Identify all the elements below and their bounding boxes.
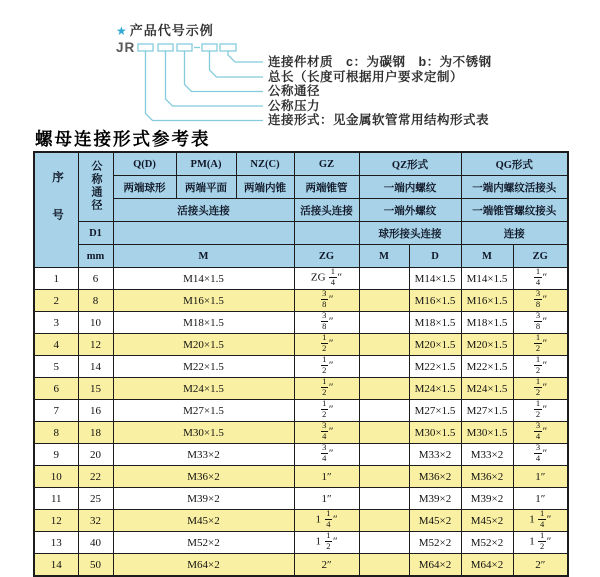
table-cell: M45×2 xyxy=(113,510,294,532)
fraction: $\frac{3}{4}$ xyxy=(535,443,541,464)
table-cell: M16×1.5 xyxy=(409,290,461,312)
table-cell: 6 xyxy=(78,268,113,290)
col-header-dn xyxy=(78,152,113,222)
table-cell: M18×1.5 xyxy=(113,312,294,334)
code-box-4 xyxy=(202,44,217,51)
col-header-qz: QZ形式 xyxy=(359,152,461,176)
fraction: $\frac{3}{8}$ xyxy=(322,311,327,332)
table-row xyxy=(34,356,568,378)
table-cell: 14 xyxy=(78,356,113,378)
table-cell: $\frac{1}{2}$ ″ xyxy=(513,356,568,378)
fraction: $\frac{1}{2}$ xyxy=(535,355,541,376)
table-cell: $\frac{3}{4}$ ″ xyxy=(294,422,359,444)
table-cell: M52×2 xyxy=(409,532,461,554)
table-cell: 1 $\frac{1}{4}$ ″ xyxy=(513,510,568,532)
table-cell: 2 xyxy=(34,290,78,312)
table-cell: M30×1.5 xyxy=(409,422,461,444)
table-cell: M16×1.5 xyxy=(461,290,513,312)
connector-line-2 xyxy=(166,51,264,106)
col-header-q: Q(D) xyxy=(113,152,176,176)
table-cell: ZG $\frac{1}{4}$ ″ xyxy=(294,268,359,290)
table-cell xyxy=(359,356,409,378)
unit-header-zg-gz: ZG xyxy=(294,245,359,268)
fraction: $\frac{3}{4}$ xyxy=(322,421,327,442)
table-cell: M14×1.5 xyxy=(409,268,461,290)
table-cell: M45×2 xyxy=(409,510,461,532)
table-row xyxy=(34,334,568,356)
unit-header-m-qg: M xyxy=(461,245,513,268)
table-cell: 8 xyxy=(78,290,113,312)
table-header xyxy=(34,152,568,268)
col-header-seq xyxy=(34,152,78,268)
table-cell: M20×1.5 xyxy=(409,334,461,356)
table-row xyxy=(34,268,568,290)
subheader-union-conn: 活接头连接 xyxy=(113,199,294,222)
table-cell: 1 $\frac{1}{4}$ ″ xyxy=(294,510,359,532)
table-cell: M14×1.5 xyxy=(461,268,513,290)
table-cell: M36×2 xyxy=(113,466,294,488)
code-label-length: 总长（长度可根据用户要求定制） xyxy=(268,70,464,84)
table-cell: M27×1.5 xyxy=(409,400,461,422)
table-cell: M22×1.5 xyxy=(113,356,294,378)
table-cell: 1″ xyxy=(294,488,359,510)
table-cell: M52×2 xyxy=(461,532,513,554)
table-cell: 12 xyxy=(78,334,113,356)
table-cell xyxy=(359,290,409,312)
subheader-gz: 两端锥管 xyxy=(294,176,359,199)
table-cell: $\frac{3}{8}$ ″ xyxy=(513,290,568,312)
table-cell: 32 xyxy=(78,510,113,532)
header-row-5 xyxy=(34,245,568,268)
fraction: $\frac{1}{2}$ xyxy=(322,377,327,398)
table-cell: 1″ xyxy=(294,466,359,488)
fraction: $\frac{1}{2}$ xyxy=(322,333,327,354)
table-cell: M24×1.5 xyxy=(461,378,513,400)
table-cell: M20×1.5 xyxy=(113,334,294,356)
table-cell: M64×2 xyxy=(113,554,294,577)
table-cell: $\frac{1}{2}$ ″ xyxy=(513,334,568,356)
unit-header-m-qz: M xyxy=(359,245,409,268)
nut-connection-table xyxy=(33,151,569,577)
table-cell: M64×2 xyxy=(461,554,513,577)
fraction: $\frac{1}{2}$ xyxy=(326,531,331,552)
table-cell: 15 xyxy=(78,378,113,400)
table-cell: $\frac{1}{2}$ ″ xyxy=(294,378,359,400)
table-cell: 1″ xyxy=(513,466,568,488)
table-row xyxy=(34,290,568,312)
table-row xyxy=(34,312,568,334)
fraction: $\frac{3}{8}$ xyxy=(322,289,327,310)
table-cell: $\frac{1}{2}$ ″ xyxy=(294,356,359,378)
table-cell: 5 xyxy=(34,356,78,378)
subheader-qz-1: 一端内螺纹 xyxy=(359,176,461,199)
table-cell xyxy=(359,532,409,554)
table-cell: M24×1.5 xyxy=(409,378,461,400)
table-cell: $\frac{3}{4}$ ″ xyxy=(513,444,568,466)
col-header-pm: PM(A) xyxy=(176,152,236,176)
code-box-3 xyxy=(177,44,192,51)
subheader-gz-conn: 活接头连接 xyxy=(294,199,359,222)
table-cell: 6 xyxy=(34,378,78,400)
table-row xyxy=(34,466,568,488)
table-cell: 18 xyxy=(78,422,113,444)
table-cell: 50 xyxy=(78,554,113,577)
table-cell xyxy=(359,334,409,356)
table-cell xyxy=(359,466,409,488)
diagram-heading-text: 产品代号示例 xyxy=(129,23,214,38)
table-cell: M14×1.5 xyxy=(113,268,294,290)
table-cell: $\frac{3}{4}$ ″ xyxy=(513,422,568,444)
table-cell: $\frac{3}{8}$ ″ xyxy=(513,312,568,334)
table-cell: M22×1.5 xyxy=(461,356,513,378)
table-cell: $\frac{1}{2}$ ″ xyxy=(294,400,359,422)
table-cell: $\frac{3}{8}$ ″ xyxy=(294,290,359,312)
table-cell: M64×2 xyxy=(409,554,461,577)
col-header-nz: NZ(C) xyxy=(236,152,294,176)
table-row xyxy=(34,554,568,577)
code-label-pressure: 公称压力 xyxy=(268,99,321,113)
table-cell: 7 xyxy=(34,400,78,422)
col-header-qg: QG形式 xyxy=(461,152,568,176)
table-cell: $\frac{1}{2}$ ″ xyxy=(513,400,568,422)
table-cell: 22 xyxy=(78,466,113,488)
table-cell: $\frac{3}{4}$ ″ xyxy=(294,444,359,466)
fraction: $\frac{1}{4}$ xyxy=(326,509,331,530)
table-cell: 40 xyxy=(78,532,113,554)
table-cell: 2″ xyxy=(513,554,568,577)
table-row xyxy=(34,422,568,444)
fraction: $\frac{1}{4}$ xyxy=(535,267,541,288)
diagram-heading xyxy=(116,20,214,39)
table-cell: 3 xyxy=(34,312,78,334)
unit-header-d-qz: D xyxy=(409,245,461,268)
fraction: $\frac{1}{2}$ xyxy=(539,531,545,552)
table-cell: M30×1.5 xyxy=(461,422,513,444)
table-cell: 16 xyxy=(78,400,113,422)
table-cell: M39×2 xyxy=(409,488,461,510)
code-box-1 xyxy=(138,44,153,51)
subheader-q: 两端球形 xyxy=(113,176,176,199)
table-cell: $\frac{3}{8}$ ″ xyxy=(294,312,359,334)
table-cell: M16×1.5 xyxy=(113,290,294,312)
subheader-pm: 两端平面 xyxy=(176,176,236,199)
header-row-4 xyxy=(34,222,568,245)
subheader-qz-2: 一端外螺纹 xyxy=(359,199,461,222)
table-cell xyxy=(359,488,409,510)
table-cell: M18×1.5 xyxy=(461,312,513,334)
code-label-connection: 连接形式：见金属软管常用结构形式表 xyxy=(268,113,490,127)
table-cell: M33×2 xyxy=(409,444,461,466)
subheader-blank-1 xyxy=(113,222,294,245)
table-cell: M20×1.5 xyxy=(461,334,513,356)
table-cell: 4 xyxy=(34,334,78,356)
table-cell: M39×2 xyxy=(461,488,513,510)
table-row xyxy=(34,488,568,510)
code-box-2 xyxy=(158,44,173,51)
table-cell: 1 $\frac{1}{2}$ ″ xyxy=(294,532,359,554)
table-cell: 10 xyxy=(34,466,78,488)
table-row xyxy=(34,400,568,422)
fraction: $\frac{1}{4}$ xyxy=(330,267,336,288)
table-cell: M36×2 xyxy=(409,466,461,488)
subheader-blank-2 xyxy=(294,222,359,245)
star-icon: ★ xyxy=(116,24,128,38)
table-cell: 20 xyxy=(78,444,113,466)
table-cell: 13 xyxy=(34,532,78,554)
table-cell xyxy=(359,444,409,466)
header-row-2 xyxy=(34,176,568,199)
table-cell xyxy=(359,312,409,334)
table-cell xyxy=(359,510,409,532)
code-label-material: 连接件材质 c：为碳钢 b：为不锈钢 xyxy=(268,55,492,69)
subheader-nz: 两端内锥 xyxy=(236,176,294,199)
fraction: $\frac{1}{2}$ xyxy=(322,399,327,420)
subheader-qg-conn: 连接 xyxy=(461,222,568,245)
table-row xyxy=(34,510,568,532)
table-cell: M33×2 xyxy=(461,444,513,466)
fraction: $\frac{1}{2}$ xyxy=(535,333,541,354)
table-cell: 9 xyxy=(34,444,78,466)
table-row xyxy=(34,532,568,554)
table-cell: 12 xyxy=(34,510,78,532)
header-row-3 xyxy=(34,199,568,222)
table-cell: 10 xyxy=(78,312,113,334)
subheader-d1: D1 xyxy=(78,222,113,245)
fraction: $\frac{1}{2}$ xyxy=(322,355,327,376)
table-row xyxy=(34,378,568,400)
table-cell: 1″ xyxy=(513,488,568,510)
table-cell: $\frac{1}{2}$ ″ xyxy=(294,334,359,356)
unit-header-mm: mm xyxy=(78,245,113,268)
connector-line-4 xyxy=(210,51,264,77)
unit-header-zg-qg: ZG xyxy=(513,245,568,268)
table-cell: M33×2 xyxy=(113,444,294,466)
table-cell: M27×1.5 xyxy=(461,400,513,422)
connector-line-5 xyxy=(228,51,263,62)
table-cell xyxy=(359,378,409,400)
table-cell: M30×1.5 xyxy=(113,422,294,444)
table-cell: 8 xyxy=(34,422,78,444)
table-cell: $\frac{1}{4}$ ″ xyxy=(513,268,568,290)
table-cell: 2″ xyxy=(294,554,359,577)
fraction: $\frac{3}{8}$ xyxy=(535,311,541,332)
unit-header-m-main: M xyxy=(113,245,294,268)
subheader-qz-conn: 球形接头连接 xyxy=(359,222,461,245)
fraction: $\frac{1}{2}$ xyxy=(535,399,541,420)
code-label-diameter: 公称通径 xyxy=(268,84,321,98)
table-cell: M27×1.5 xyxy=(113,400,294,422)
table-row xyxy=(34,444,568,466)
table-cell: M18×1.5 xyxy=(409,312,461,334)
table-cell: M52×2 xyxy=(113,532,294,554)
table-cell: M24×1.5 xyxy=(113,378,294,400)
code-prefix: JR xyxy=(116,40,136,55)
fraction: $\frac{1}{4}$ xyxy=(539,509,545,530)
fraction: $\frac{1}{2}$ xyxy=(535,377,541,398)
table-cell: M45×2 xyxy=(461,510,513,532)
table-cell: $\frac{1}{2}$ ″ xyxy=(513,378,568,400)
table-cell xyxy=(359,422,409,444)
col-header-gz: GZ xyxy=(294,152,359,176)
table-cell: 1 $\frac{1}{2}$ ″ xyxy=(513,532,568,554)
table-cell xyxy=(359,554,409,577)
subheader-qg-2: 一端锥管螺纹接头 xyxy=(461,199,568,222)
fraction: $\frac{3}{4}$ xyxy=(535,421,541,442)
connector-line-3 xyxy=(185,51,264,92)
header-row-1 xyxy=(34,152,568,176)
col-header-dn-label: 公称通径 xyxy=(90,159,102,212)
table-cell: 11 xyxy=(34,488,78,510)
fraction: $\frac{3}{4}$ xyxy=(322,443,327,464)
code-box-5 xyxy=(220,44,236,51)
table-body xyxy=(34,268,568,577)
fraction: $\frac{3}{8}$ xyxy=(535,289,541,310)
table-cell xyxy=(359,400,409,422)
table-cell: M39×2 xyxy=(113,488,294,510)
table-title: 螺母连接形式参考表 xyxy=(35,129,211,149)
table-cell: 14 xyxy=(34,554,78,577)
table-cell: 25 xyxy=(78,488,113,510)
col-header-seq-label: 序号 xyxy=(51,171,63,246)
table-cell xyxy=(359,268,409,290)
table-cell: M22×1.5 xyxy=(409,356,461,378)
product-code-diagram xyxy=(0,0,600,130)
subheader-qg-1: 一端内螺纹活接头 xyxy=(461,176,568,199)
table-cell: 1 xyxy=(34,268,78,290)
table-cell: M36×2 xyxy=(461,466,513,488)
